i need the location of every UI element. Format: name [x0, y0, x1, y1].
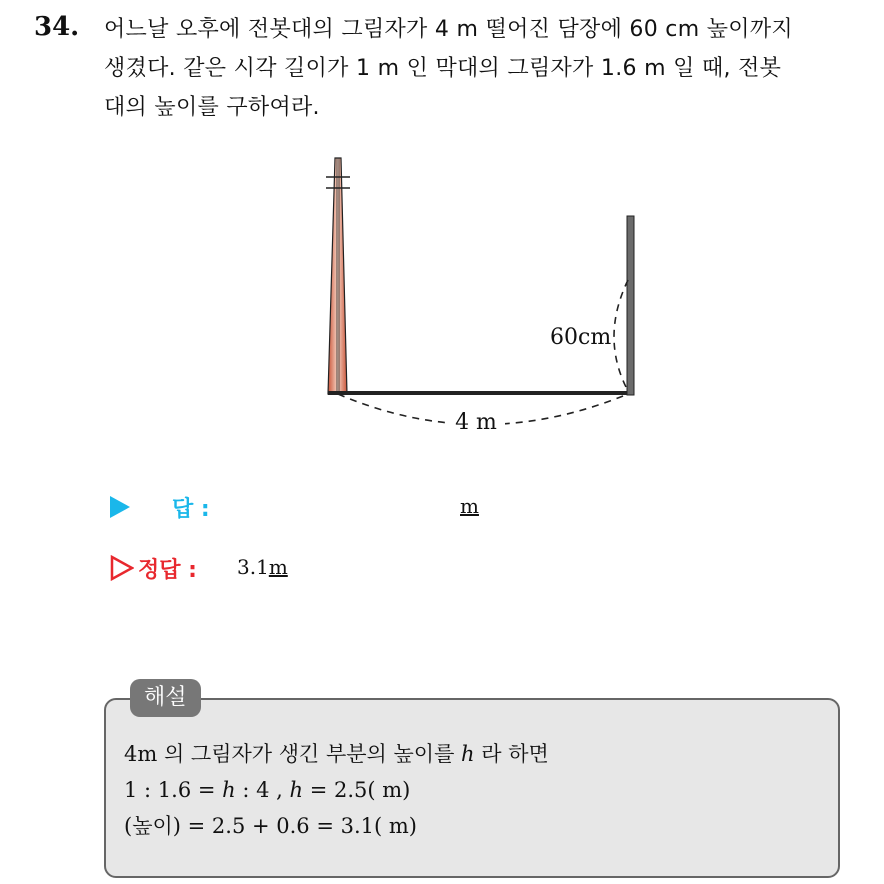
play-triangle-icon [110, 496, 130, 518]
question-line: 대의 높이를 구하여라. [104, 95, 320, 120]
explanation-text [124, 736, 549, 844]
explanation-line [124, 772, 549, 808]
answer-label: 답 : [172, 497, 210, 522]
explanation-tag: 해설 [130, 679, 201, 717]
outline-triangle-icon [110, 555, 134, 581]
ground-length-label: 4 m [455, 410, 497, 435]
answer-row [110, 490, 610, 526]
question-line: 어느날 오후에 전봇대의 그림자가 4 m 떨어진 담장에 60 cm 높이까지 [104, 17, 793, 42]
wall-height-arc [614, 280, 628, 391]
explanation-line: (높이) = 2.5 + 0.6 = 3.1( m) [124, 814, 417, 838]
shadow-diagram-svg [300, 150, 660, 450]
correct-unit: m [268, 555, 288, 579]
answer-unit: m [460, 494, 479, 518]
variable-h: h [222, 778, 236, 802]
question-text [104, 10, 864, 127]
correct-answer-row [110, 551, 610, 587]
explanation-text-part: 1 : 1.6 = [124, 778, 223, 802]
correct-value [237, 555, 288, 579]
correct-label: 정답 : [138, 558, 197, 583]
question-number: 34. [34, 12, 80, 42]
variable-h: h [289, 778, 304, 802]
explanation-text-part: : 4 , [235, 778, 290, 802]
explanation-text-part: = 2.5( m) [303, 778, 411, 802]
question-line: 생겼다. 같은 시각 길이가 1 m 인 막대의 그림자가 1.6 m 일 때, 전봇 [104, 56, 782, 81]
correct-number: 3.1 [237, 555, 269, 579]
utility-pole [326, 158, 350, 394]
explanation-text-part: 라 하면 [474, 742, 549, 766]
explanation-text-part: 4m 의 그림자가 생긴 부분의 높이를 [124, 742, 462, 766]
explanation-line [124, 736, 549, 772]
shadow-diagram [300, 150, 660, 454]
variable-h: h [461, 742, 475, 766]
wall-height-label: 60cm [550, 325, 612, 350]
wall [627, 216, 634, 395]
